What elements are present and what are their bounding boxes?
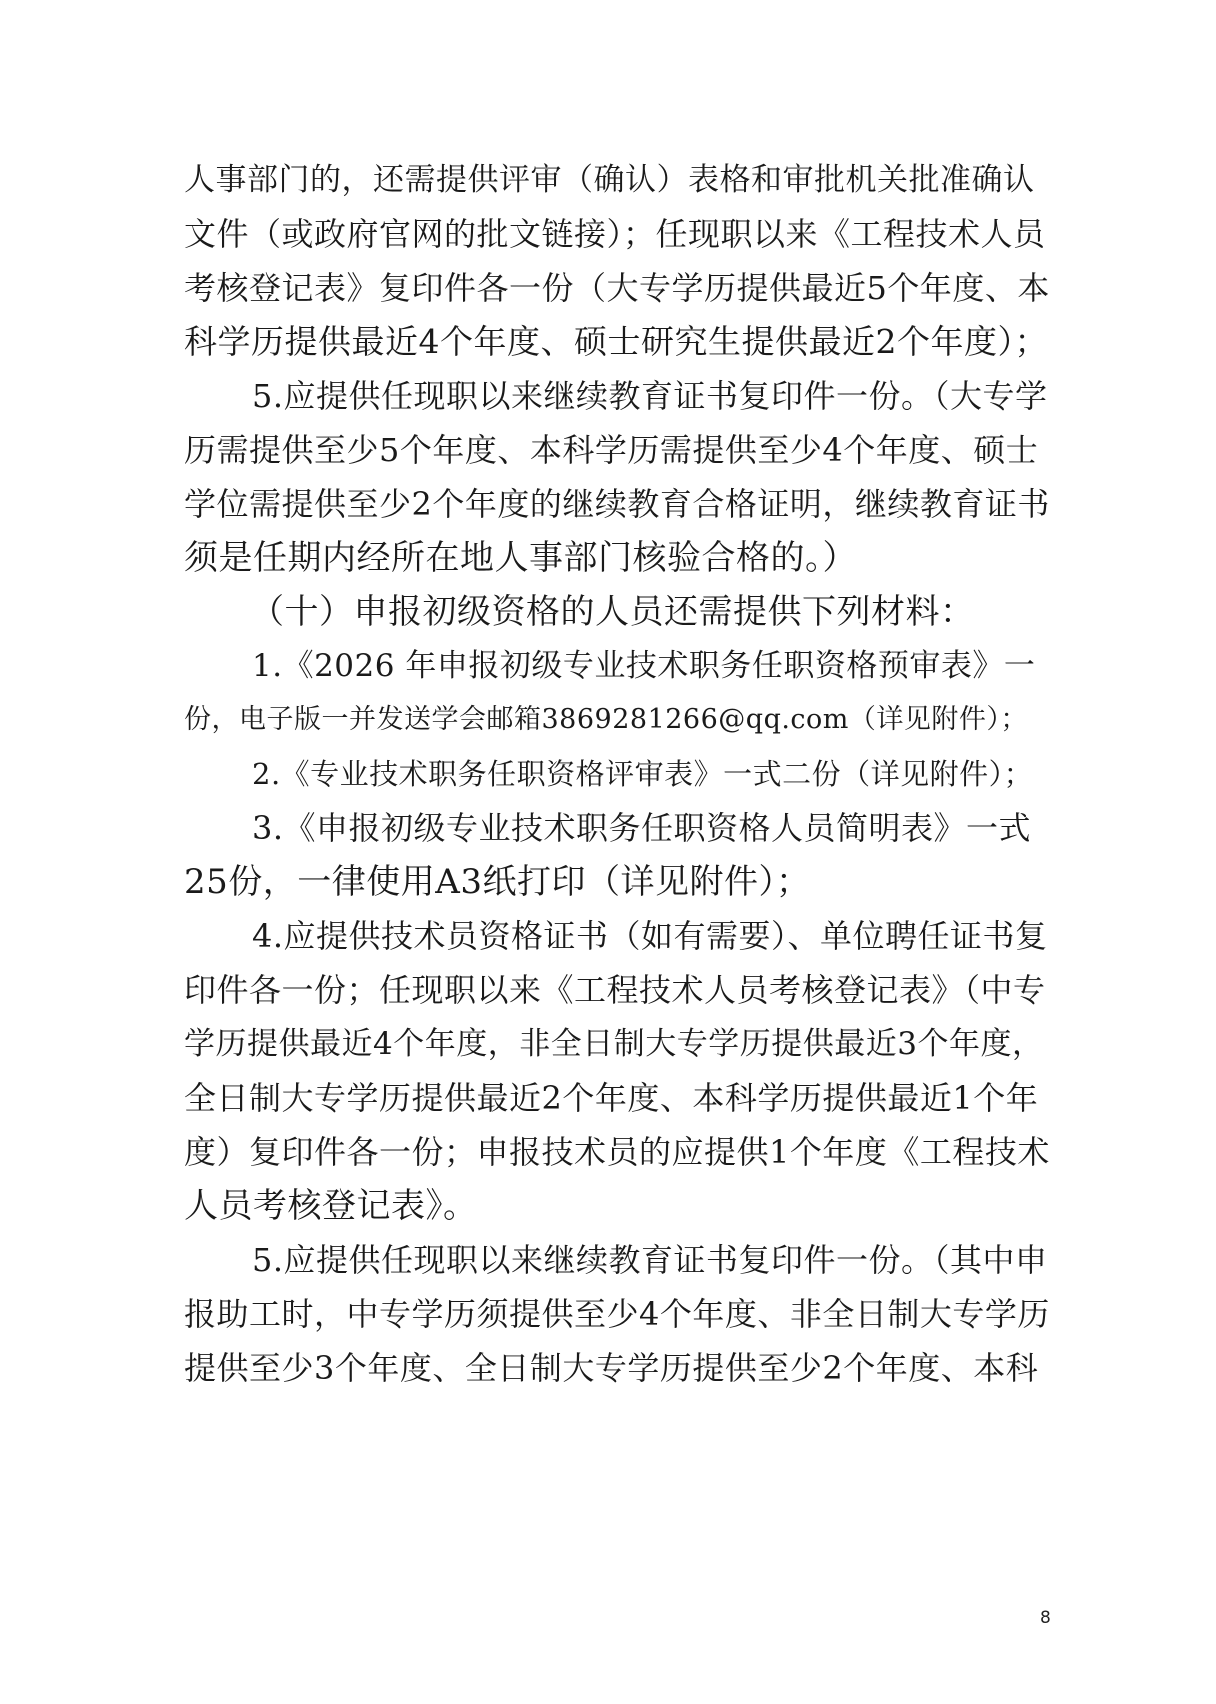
text-line: 25份，一律使用A3纸打印（详见附件）； [184,862,811,902]
text-line: 2.《专业技术职务任职资格评审表》一式二份（详见附件）； [252,757,1034,791]
text-line: 人事部门的，还需提供评审（确认）表格和审批机关批准确认 [184,162,1035,198]
text-line: 考核登记表》复印件各一份（大专学历提供最近5个年度、本 [184,269,1050,307]
text-line: 提供至少3个年度、全日制大专学历提供至少2个年度、本科 [184,1349,1039,1387]
page-number: 8 [1040,1608,1051,1628]
text-line: 1.《2026 年申报初级专业技术职务任职资格预审表》一 [252,648,1036,684]
text-line: 5.应提供任现职以来继续教育证书复印件一份。（其中申 [252,1241,1048,1279]
text-line: 印件各一份；任现职以来《工程技术人员考核登记表》（中专 [184,971,1046,1009]
text-line: 5.应提供任现职以来继续教育证书复印件一份。（大专学 [252,377,1048,415]
text-line: 度）复印件各一份；申报技术员的应提供1个年度《工程技术 [184,1133,1050,1171]
text-line: 学历提供最近4个年度，非全日制大专学历提供最近3个年度， [184,1026,1044,1062]
text-line: 3.《申报初级专业技术职务任职资格人员简明表》一式 [252,809,1032,847]
text-line: 份，电子版一并发送学会邮箱3869281266@qq.com（详见附件）； [184,704,1028,735]
text-line: 人员考核登记表》。 [184,1186,478,1226]
text-line: 文件（或政府官网的批文链接）；任现职以来《工程技术人员 [184,215,1046,253]
text-line: 须是任期内经所在地人事部门核验合格的。） [184,538,857,578]
section-heading: （十）申报初级资格的人员还需提供下列材料： [250,592,975,632]
text-line: 4.应提供技术员资格证书（如有需要）、单位聘任证书复 [252,917,1048,955]
text-line: 历需提供至少5个年度、本科学历需提供至少4个年度、硕士 [184,431,1039,469]
text-line: 报助工时，中专学历须提供至少4个年度、非全日制大专学历 [184,1295,1050,1333]
text-line: 全日制大专学历提供最近2个年度、本科学历提供最近1个年 [184,1079,1039,1117]
text-line: 科学历提供最近4个年度、硕士研究生提供最近2个年度）； [184,322,1048,361]
text-line: 学位需提供至少2个年度的继续教育合格证明，继续教育证书 [184,485,1050,523]
